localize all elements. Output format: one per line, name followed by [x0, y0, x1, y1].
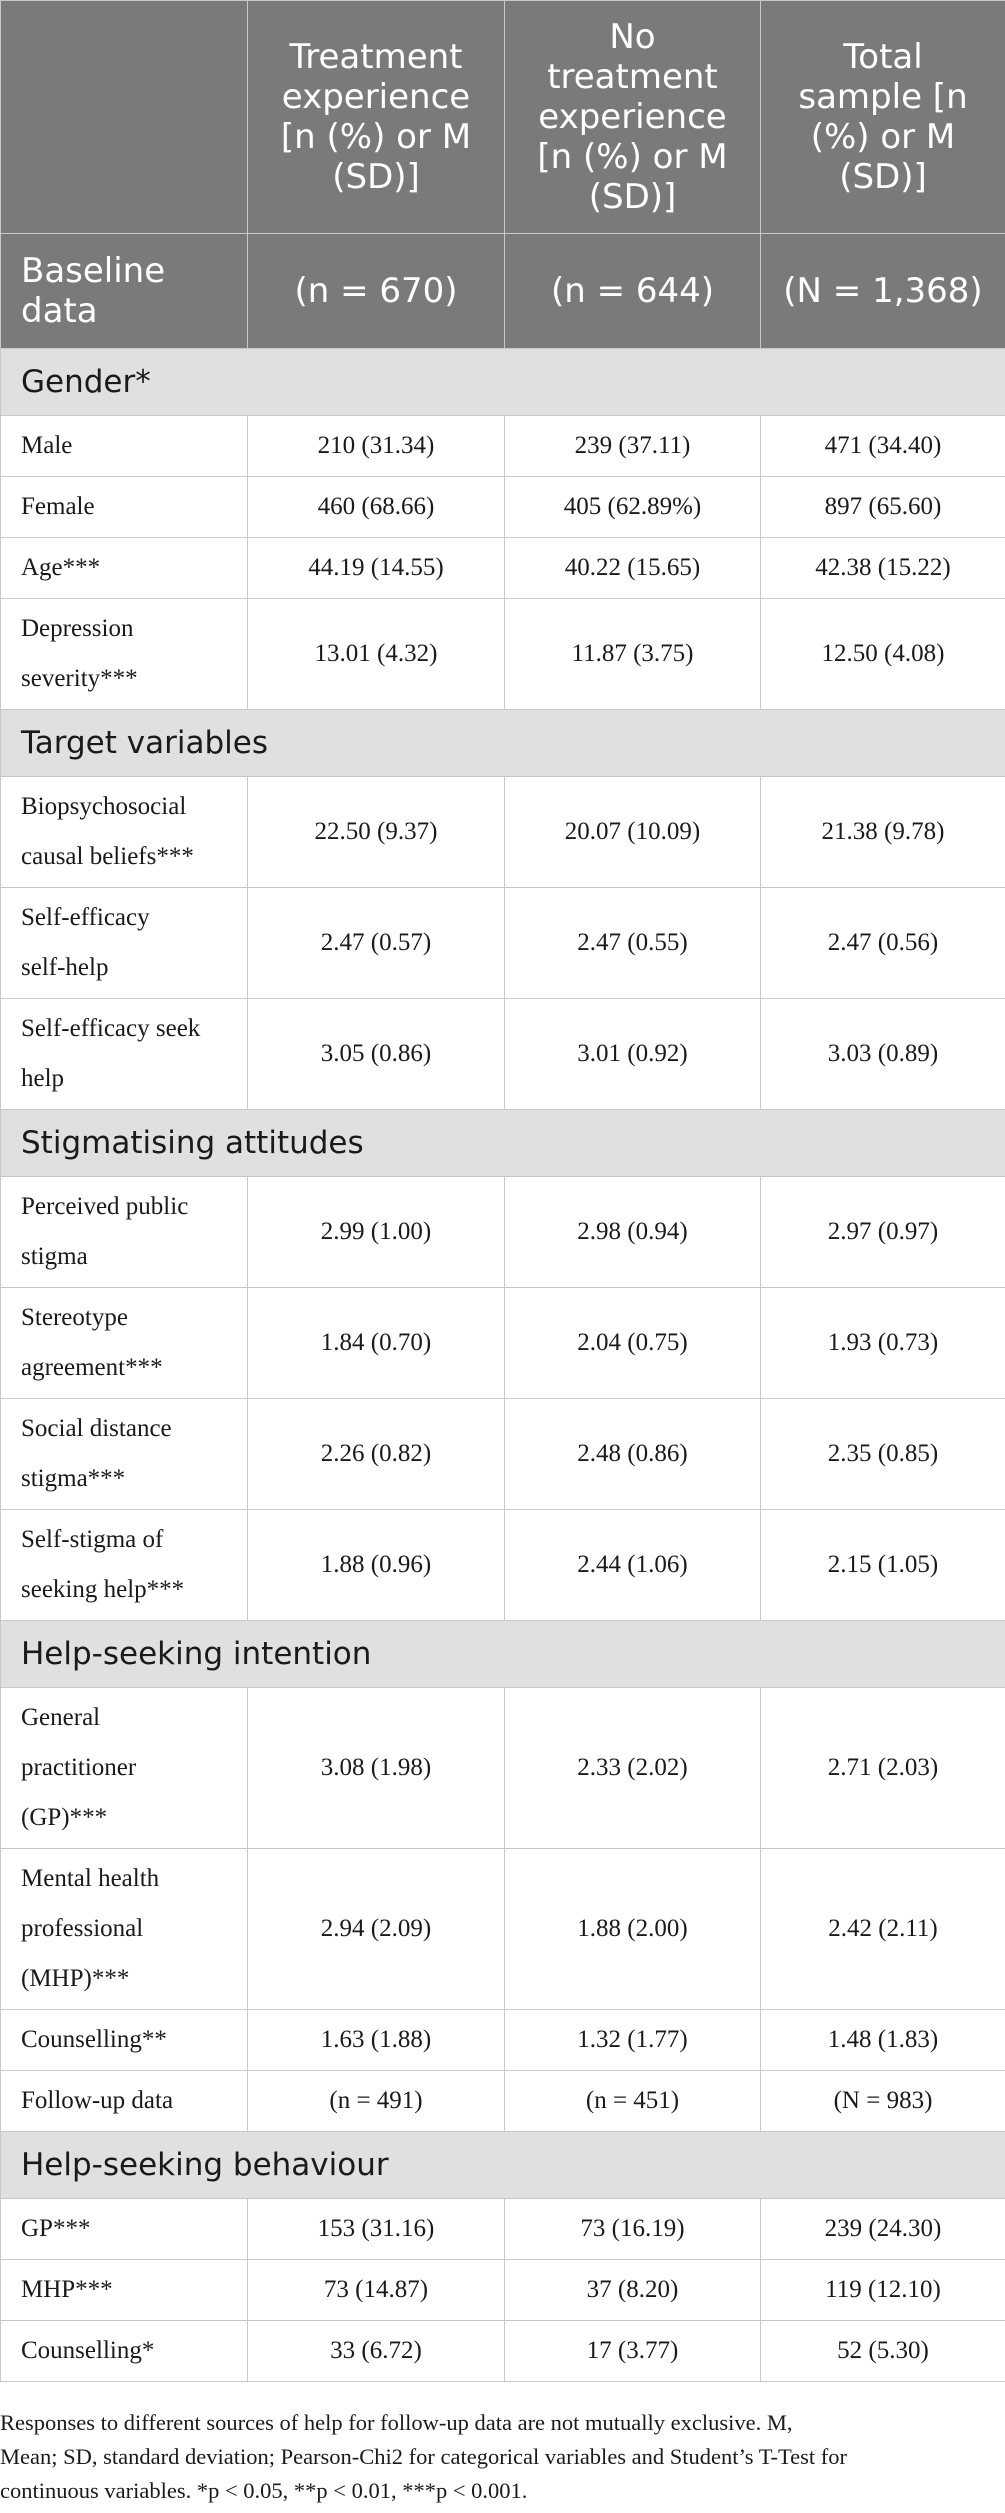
cell-no-treatment: 1.88 (2.00)	[505, 1849, 761, 2010]
label-line: seeking help***	[21, 1576, 185, 1603]
header-line: [n (%) or M	[280, 117, 472, 157]
cell-total: 1.93 (0.73)	[761, 1288, 1005, 1399]
table-row-perceived-public-stigma	[1, 1177, 1005, 1288]
header-line: experience	[538, 97, 727, 137]
section-title: Stigmatising attitudes	[1, 1110, 1005, 1177]
row-label: Age***	[1, 538, 248, 599]
cell-treatment: 1.88 (0.96)	[248, 1510, 505, 1621]
label-line: stigma	[21, 1243, 88, 1270]
label-line: Biopsychosocial	[21, 793, 187, 820]
row-label: Counselling**	[1, 2010, 248, 2071]
section-title: Target variables	[1, 710, 1005, 777]
cell-treatment: 210 (31.34)	[248, 416, 505, 477]
section-row-target-variables	[1, 710, 1005, 777]
table-row-social-distance-stigma	[1, 1399, 1005, 1510]
section-row-gender	[1, 349, 1005, 416]
cell-total: 1.48 (1.83)	[761, 2010, 1005, 2071]
cell-treatment: 2.94 (2.09)	[248, 1849, 505, 2010]
table-footnote	[0, 2406, 1000, 2508]
header-line: treatment	[547, 57, 718, 97]
header-line: Baseline	[21, 251, 166, 291]
header-line: Total	[843, 37, 923, 77]
label-line: (MHP)***	[21, 1965, 130, 1992]
label-line: agreement***	[21, 1354, 163, 1381]
cell-no-treatment: 2.44 (1.06)	[505, 1510, 761, 1621]
cell-treatment: (n = 491)	[248, 2071, 505, 2132]
header-line: sample [n	[798, 77, 968, 117]
header-treatment-experience	[248, 1, 505, 234]
cell-no-treatment: 73 (16.19)	[505, 2199, 761, 2260]
row-label	[1, 1177, 248, 1288]
table-row-self-efficacy-seek-help	[1, 999, 1005, 1110]
cell-treatment: 73 (14.87)	[248, 2260, 505, 2321]
cell-total: 21.38 (9.78)	[761, 777, 1005, 888]
footnote-line: continuous variables. *p < 0.05, **p < 0.01, ***p < 0.001.	[0, 2478, 528, 2503]
cell-no-treatment: 1.32 (1.77)	[505, 2010, 761, 2071]
cell-treatment: 22.50 (9.37)	[248, 777, 505, 888]
cell-treatment: 2.47 (0.57)	[248, 888, 505, 999]
row-label	[1, 1510, 248, 1621]
cell-no-treatment: 40.22 (15.65)	[505, 538, 761, 599]
table-row-gp-intention	[1, 1688, 1005, 1849]
header-line: (%) or M	[810, 117, 956, 157]
cell-no-treatment: 3.01 (0.92)	[505, 999, 761, 1110]
table-row-self-efficacy-self-help	[1, 888, 1005, 999]
section-row-stigmatising-attitudes	[1, 1110, 1005, 1177]
table-row-depression-severity	[1, 599, 1005, 710]
header-line: Treatment	[289, 37, 463, 77]
row-label	[1, 1399, 248, 1510]
row-label: Female	[1, 477, 248, 538]
row-label	[1, 888, 248, 999]
row-label	[1, 999, 248, 1110]
header-line: data	[21, 291, 98, 331]
header-line: experience	[281, 77, 471, 117]
cell-total: 2.97 (0.97)	[761, 1177, 1005, 1288]
cell-no-treatment: 20.07 (10.09)	[505, 777, 761, 888]
table-row-mhp-behaviour	[1, 2260, 1005, 2321]
n-total: (N = 1,368)	[761, 234, 1005, 349]
section-title: Help-seeking behaviour	[1, 2132, 1005, 2199]
row-label	[1, 1688, 248, 1849]
label-line: Self-stigma of	[21, 1526, 164, 1553]
cell-total: 2.35 (0.85)	[761, 1399, 1005, 1510]
footnote-line: Mean; SD, standard deviation; Pearson-Chi2 for categorical variables and Student’s T-Test for	[0, 2444, 847, 2469]
table-row-self-stigma	[1, 1510, 1005, 1621]
table-row-age	[1, 538, 1005, 599]
cell-total: (N = 983)	[761, 2071, 1005, 2132]
cell-no-treatment: 2.48 (0.86)	[505, 1399, 761, 1510]
header-row	[1, 1, 1005, 234]
label-line: Stereotype	[21, 1304, 128, 1331]
label-line: Social distance	[21, 1415, 172, 1442]
table-row-male	[1, 416, 1005, 477]
table-row-gp-behaviour	[1, 2199, 1005, 2260]
cell-no-treatment: 11.87 (3.75)	[505, 599, 761, 710]
cell-treatment: 33 (6.72)	[248, 2321, 505, 2382]
label-line: professional	[21, 1915, 144, 1942]
cell-no-treatment: 405 (62.89%)	[505, 477, 761, 538]
label-line: severity***	[21, 665, 138, 692]
row-label: GP***	[1, 2199, 248, 2260]
table-row-biopsychosocial	[1, 777, 1005, 888]
label-line: Perceived public	[21, 1193, 189, 1220]
row-label: Follow-up data	[1, 2071, 248, 2132]
header-line: (SD)]	[588, 177, 677, 217]
table-row-counselling-behaviour	[1, 2321, 1005, 2382]
label-line: Self-efficacy	[21, 904, 150, 931]
header-empty-cell	[1, 1, 248, 234]
cell-no-treatment: 2.98 (0.94)	[505, 1177, 761, 1288]
cell-total: 239 (24.30)	[761, 2199, 1005, 2260]
cell-treatment: 3.05 (0.86)	[248, 999, 505, 1110]
cell-total: 2.42 (2.11)	[761, 1849, 1005, 2010]
row-label: Male	[1, 416, 248, 477]
cell-total: 12.50 (4.08)	[761, 599, 1005, 710]
cell-total: 52 (5.30)	[761, 2321, 1005, 2382]
label-line: causal beliefs***	[21, 843, 194, 870]
cell-total: 471 (34.40)	[761, 416, 1005, 477]
header-line: No	[609, 17, 656, 57]
label-line: Mental health	[21, 1865, 160, 1892]
table-row-follow-up-data	[1, 2071, 1005, 2132]
n-no-treatment: (n = 644)	[505, 234, 761, 349]
cell-total: 897 (65.60)	[761, 477, 1005, 538]
section-row-help-seeking-behaviour	[1, 2132, 1005, 2199]
cell-total: 2.47 (0.56)	[761, 888, 1005, 999]
cell-no-treatment: 2.04 (0.75)	[505, 1288, 761, 1399]
cell-no-treatment: 37 (8.20)	[505, 2260, 761, 2321]
header-line: (SD)]	[332, 157, 420, 197]
row-label	[1, 1849, 248, 2010]
label-line: self-help	[21, 954, 109, 981]
label-line: General	[21, 1704, 101, 1731]
row-label	[1, 777, 248, 888]
row-label: Counselling*	[1, 2321, 248, 2382]
section-title: Help-seeking intention	[1, 1621, 1005, 1688]
label-line: stigma***	[21, 1465, 126, 1492]
table-row-female	[1, 477, 1005, 538]
cell-no-treatment: (n = 451)	[505, 2071, 761, 2132]
baseline-header-row	[1, 234, 1005, 349]
cell-no-treatment: 239 (37.11)	[505, 416, 761, 477]
cell-total: 42.38 (15.22)	[761, 538, 1005, 599]
cell-total: 2.71 (2.03)	[761, 1688, 1005, 1849]
header-line: [n (%) or M	[537, 137, 728, 177]
row-label	[1, 1288, 248, 1399]
cell-total: 3.03 (0.89)	[761, 999, 1005, 1110]
label-line: help	[21, 1065, 65, 1092]
baseline-data-label	[1, 234, 248, 349]
cell-total: 119 (12.10)	[761, 2260, 1005, 2321]
cell-no-treatment: 2.47 (0.55)	[505, 888, 761, 999]
label-line: Self-efficacy seek	[21, 1015, 201, 1042]
cell-treatment: 460 (68.66)	[248, 477, 505, 538]
table-row-counselling-intention	[1, 2010, 1005, 2071]
cell-total: 2.15 (1.05)	[761, 1510, 1005, 1621]
table-row-stereotype-agreement	[1, 1288, 1005, 1399]
table-row-mhp-intention	[1, 1849, 1005, 2010]
row-label	[1, 599, 248, 710]
cell-no-treatment: 17 (3.77)	[505, 2321, 761, 2382]
n-treatment: (n = 670)	[248, 234, 505, 349]
section-row-help-seeking-intention	[1, 1621, 1005, 1688]
cell-treatment: 3.08 (1.98)	[248, 1688, 505, 1849]
cell-treatment: 2.99 (1.00)	[248, 1177, 505, 1288]
cell-treatment: 2.26 (0.82)	[248, 1399, 505, 1510]
cell-no-treatment: 2.33 (2.02)	[505, 1688, 761, 1849]
cell-treatment: 44.19 (14.55)	[248, 538, 505, 599]
label-line: Depression	[21, 615, 134, 642]
cell-treatment: 1.63 (1.88)	[248, 2010, 505, 2071]
row-label: MHP***	[1, 2260, 248, 2321]
header-no-treatment-experience	[505, 1, 761, 234]
label-line: (GP)***	[21, 1804, 108, 1831]
cell-treatment: 13.01 (4.32)	[248, 599, 505, 710]
label-line: practitioner	[21, 1754, 137, 1781]
cell-treatment: 1.84 (0.70)	[248, 1288, 505, 1399]
header-total-sample	[761, 1, 1005, 234]
section-title: Gender*	[1, 349, 1005, 416]
footnote-line: Responses to different sources of help for follow-up data are not mutually exclusive. M,	[0, 2410, 793, 2435]
header-line: (SD)]	[839, 157, 927, 197]
cell-treatment: 153 (31.16)	[248, 2199, 505, 2260]
